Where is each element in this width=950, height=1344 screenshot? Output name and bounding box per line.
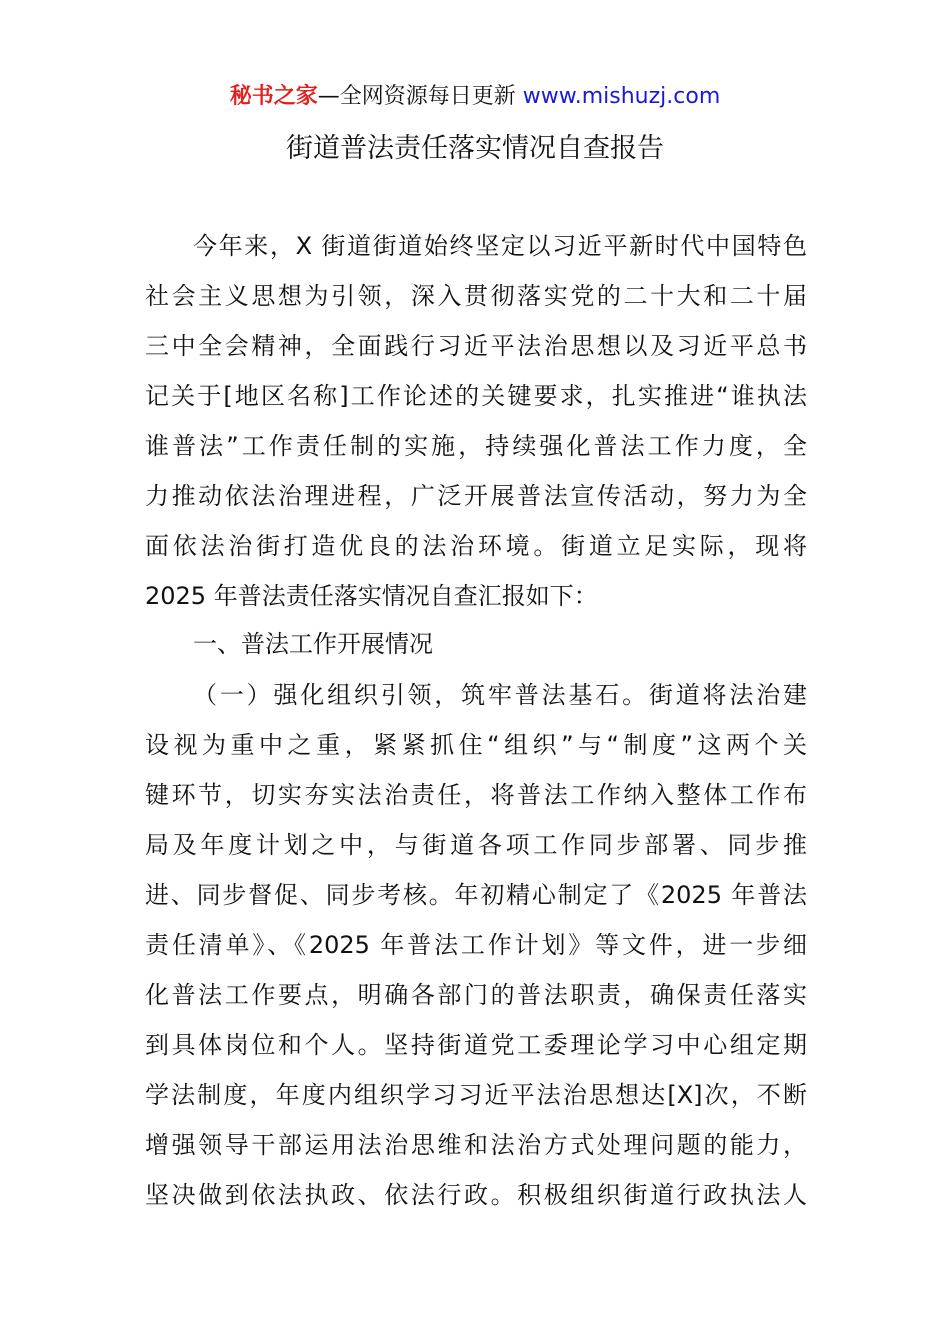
paragraph-line: 责任清单》、《2025 年普法工作计划》等文件，进一步细 <box>145 931 807 959</box>
paragraph-line: 增强领导干部运用法治思维和法治方式处理问题的能力， <box>145 1131 807 1159</box>
paragraph-line: 力推动依法治理进程，广泛开展普法宣传活动，努力为全 <box>145 482 807 510</box>
site-header <box>0 80 950 114</box>
paragraph-line: 今年来，X 街道街道始终坚定以习近平新时代中国特色 <box>193 232 807 260</box>
paragraph-line: 2025 年普法责任落实情况自查汇报如下： <box>145 582 598 610</box>
paragraph-line: 记关于[地区名称]工作论述的关键要求，扎实推进“谁执法 <box>145 382 807 410</box>
document-title: 街道普法责任落实情况自查报告 <box>286 133 664 164</box>
paragraph-line: 设视为重中之重，紧紧抓住“组织”与“制度”这两个关 <box>145 731 807 759</box>
site-url-link[interactable]: www.mishuzj.com <box>522 84 721 109</box>
paragraph-line: 化普法工作要点，明确各部门的普法职责，确保责任落实 <box>145 981 807 1009</box>
paragraph-line: 三中全会精神，全面践行习近平法治思想以及习近平总书 <box>145 332 807 360</box>
header-tagline: —全网资源每日更新 <box>317 84 523 109</box>
paragraph-line: 键环节，切实夯实法治责任，将普法工作纳入整体工作布 <box>145 781 807 809</box>
section-heading: 一、普法工作开展情况 <box>193 630 433 658</box>
paragraph-line: 坚决做到依法执政、依法行政。积极组织街道行政执法人 <box>145 1181 807 1209</box>
paragraph-line: 进、同步督促、同步考核。年初精心制定了《2025 年普法 <box>145 881 807 909</box>
paragraph-line: 到具体岗位和个人。坚持街道党工委理论学习中心组定期 <box>145 1031 807 1059</box>
paragraph-line: 学法制度，年度内组织学习习近平法治思想达[X]次，不断 <box>145 1081 807 1109</box>
paragraph-line: 谁普法”工作责任制的实施，持续强化普法工作力度，全 <box>145 432 807 460</box>
brand-name: 秘书之家 <box>229 84 318 109</box>
paragraph-line: 社会主义思想为引领，深入贯彻落实党的二十大和二十届 <box>145 282 807 310</box>
paragraph-line: 面依法治街打造优良的法治环境。街道立足实际，现将 <box>145 532 807 560</box>
paragraph-line: 局及年度计划之中，与街道各项工作同步部署、同步推 <box>145 831 807 859</box>
paragraph-line: （一）强化组织引领，筑牢普法基石。街道将法治建 <box>193 681 807 709</box>
